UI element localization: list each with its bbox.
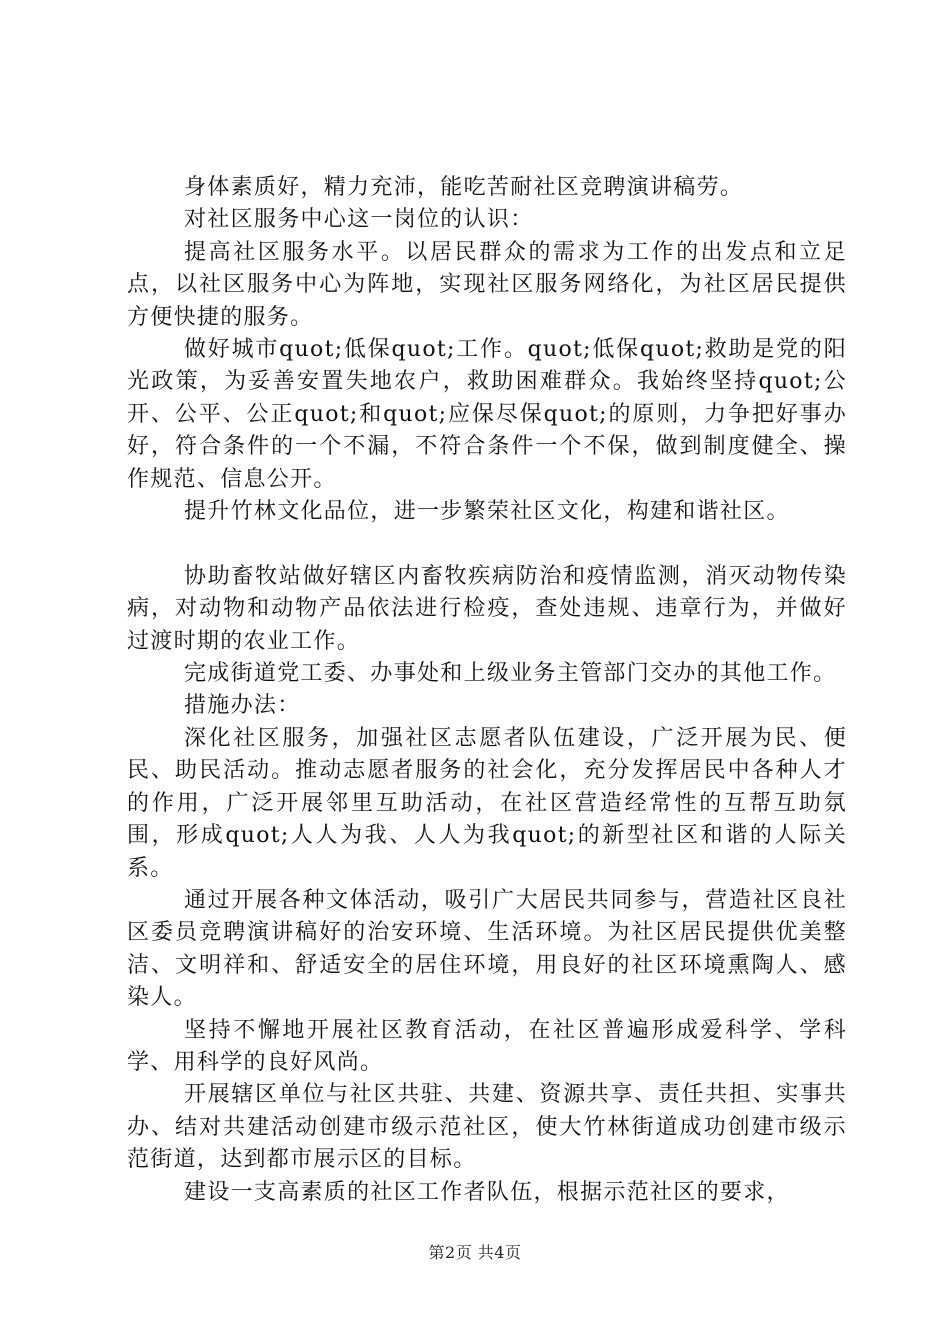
paragraph: 开展辖区单位与社区共驻、共建、资源共享、责任共担、实事共办、结对共建活动创建市级示范社区，使大竹林街道成功创建市级示范街道，达到都市展示区的目标。 (127, 1082, 847, 1173)
paragraph: 对社区服务中心这一岗位的认识： (184, 207, 534, 233)
paragraph: 坚持不懈地开展社区教育活动，在社区普遍形成爱科学、学科学、用科学的良好风尚。 (127, 1017, 847, 1075)
paragraph: 身体素质好，精力充沛，能吃苦耐社区竞聘演讲稿劳。 (184, 175, 744, 200)
paragraph: 通过开展各种文体活动，吸引广大居民共同参与，营造社区良社区委员竞聘演讲稿好的治安环境、生活环境。为社区居民提供优美整洁、文明祥和、舒适安全的居住环境，用良好的社区环境熏陶人、感染人。 (127, 887, 847, 1011)
paragraph: 协助畜牧站做好辖区内畜牧疾病防治和疫情监测，消灭动物传染病，对动物和动物产品依法进行检疫，查处违规、违章行为，并做好过渡时期的农业工作。 (127, 563, 847, 654)
document-body (127, 172, 847, 1209)
paragraph: 提升竹林文化品位，进一步繁荣社区文化，构建和谐社区。 (184, 499, 790, 525)
paragraph: 建设一支高素质的社区工作者队伍，根据示范社区的要求， (184, 1179, 790, 1205)
paragraph: 提高社区服务水平。以居民群众的需求为工作的出发点和立足点，以社区服务中心为阵地，实现社区服务网络化，为社区居民提供方便快捷的服务。 (127, 239, 847, 330)
page-number-footer: 第2页 共4页 (428, 1243, 522, 1262)
paragraph: 做好城市quot;低保quot;工作。quot;低保quot;救助是党的阳光政策，为妥善安置失地农户，救助困难群众。我始终坚持quot;公开、公平、公正quot;和quot;应保尽保quot;的原则，力争把好事办好，符合条件的一个不漏，不符合条件一个不保，做到制度健全、操作规范、信息公开。 (127, 337, 847, 492)
paragraph-gap (127, 528, 847, 560)
paragraph: 措施办法： (184, 693, 301, 719)
paragraph: 深化社区服务，加强社区志愿者队伍建设，广泛开展为民、便民、助民活动。推动志愿者服务的社会化，充分发挥居民中各种人才的作用，广泛开展邻里互助活动，在社区营造经常性的互帮互助氛围，形成quot;人人为我、人人为我quot;的新型社区和谐的人际关系。 (127, 725, 847, 881)
paragraph: 完成街道党工委、办事处和上级业务主管部门交办的其他工作。 (184, 661, 837, 687)
